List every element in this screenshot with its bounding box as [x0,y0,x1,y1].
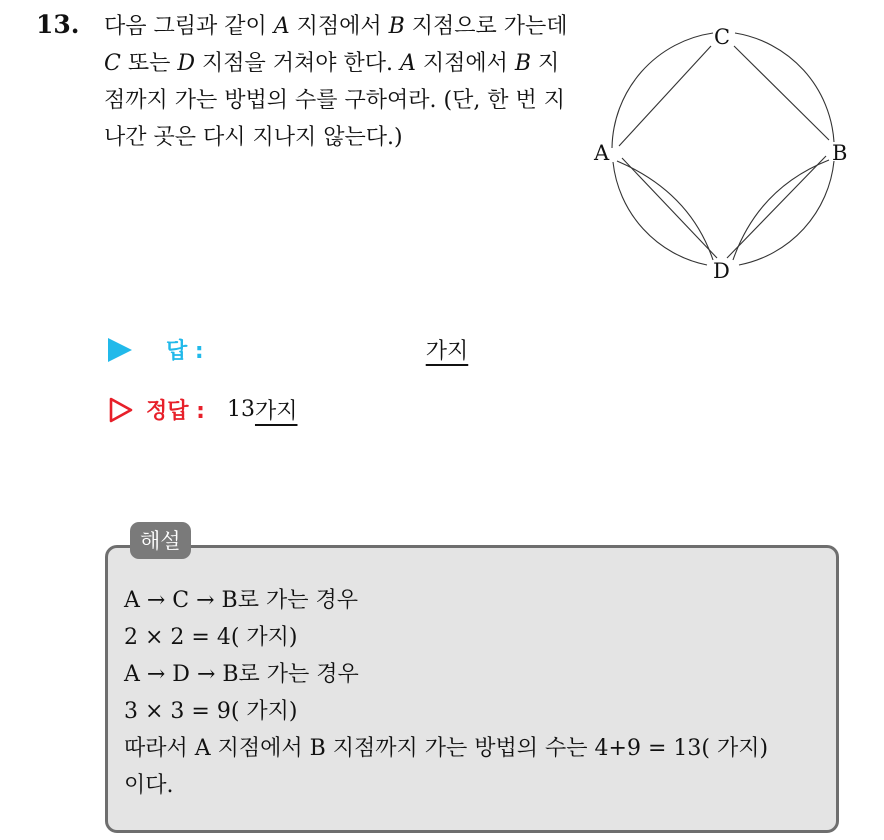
question-number: 13. [36,10,80,39]
solution-tag: 해설 [130,522,191,559]
path-d-b-mid [733,160,829,260]
correct-answer-label: 정답 : [146,399,205,424]
outline-triangle-icon [108,397,134,423]
answer-label: 답 : [166,339,204,364]
path-c-b-inner [734,46,829,140]
solution-line: A → C → B로 가는 경우 [124,588,358,613]
path-d-b-outer [739,161,834,265]
correct-answer-row [108,394,297,425]
path-a-d-mid [617,161,713,260]
path-a-d-outer [613,162,707,265]
play-triangle-icon [108,338,132,362]
path-a-c-inner [619,46,711,146]
path-c-b-outer [735,33,834,142]
solution-line: 따라서 A 지점에서 B 지점까지 가는 방법의 수는 4+9 = 13( 가지) [124,736,769,761]
node-label-d: D [713,259,730,283]
solution-line: 3 × 3 = 9( 가지) [124,699,298,724]
solution-line: A → D → B로 가는 경우 [124,662,359,687]
node-label-a: A [594,141,610,165]
route-diagram [590,12,860,287]
path-a-d-inner [622,158,717,258]
answer-row [108,334,468,365]
path-d-b-inner [727,156,826,258]
node-label-c: C [714,25,731,49]
solution-content [124,582,836,804]
solution-line: 2 × 2 = 4( 가지) [124,625,298,650]
correct-answer-unit: 가지 [254,399,298,424]
question-text: 다음 그림과 같이 A 지점에서 B 지점으로 가는데 C 또는 D 지점을 거쳐야 한다. A 지점에서 B 지점까지 가는 방법의 수를 구하여라. (단, 한 번 지나간 곳은 다시 지나지 않는다.) [104,14,568,150]
answer-unit: 가지 [425,339,469,364]
solution-line: 이다. [124,773,174,798]
path-a-c-outer [612,33,713,148]
correct-answer-value: 13 [226,397,255,422]
node-label-b: B [832,141,848,165]
